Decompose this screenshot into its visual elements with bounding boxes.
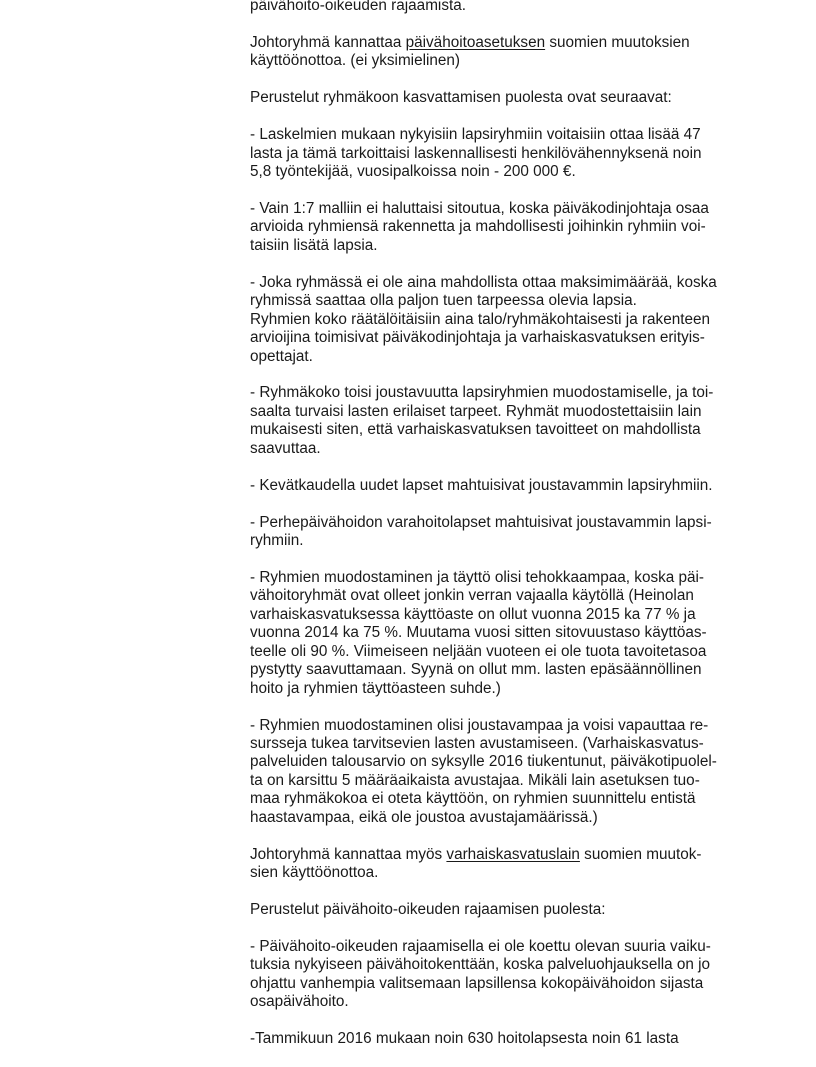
paragraph-asetus-support — [250, 34, 750, 71]
bullet-resources: - Ryhmien muodostaminen olisi joustavampaa ja voisi vapauttaa re- sursseja tukea tarvitsevien lasten avustamiseen. (Varhaiskasvatus- palveluiden talousarvio on syksylle 2016 tiukentunut, päiväkotipuolel- ta on karsittu 5 määräaikaista avustajaa. Mikäli lain asetuksen tuo- maa ryhmäkokoa ei oteta käyttöön, on ryhmien suunnittelu entistä haastavampaa, eikä ole joustoa avustajamäärissä.) — [250, 716, 717, 826]
heading-right-limit-reasons: Perustelut päivähoito-oikeuden rajaamisen puolesta: — [250, 901, 606, 919]
text: suomien muutoksien käyttöönottoa. (ei yksimielinen) — [250, 33, 690, 70]
bullet-limit-effects: - Päivähoito-oikeuden rajaamisella ei ole koettu olevan suuria vaiku- tuksia nykyiseen päivähoitokenttään, koska palveluohjauksella on jo ohjattu vanhempia valitsemaan lapsillensa kokopäivähoidon sijasta osapäivähoito. — [250, 937, 711, 1011]
document-page — [250, 0, 750, 1067]
bullet-flexibility: - Ryhmäkoko toisi joustavuutta lapsiryhmien muodostamiselle, ja toi- saalta turvaisi lasten erilaiset tarpeet. Ryhmät muodostettaisiin lain mukaisesti siten, että varhaiskasvatuksen tavoitteet on mahdollista saavuttaa. — [250, 384, 714, 457]
bullet-max-capacity: - Joka ryhmässä ei ole aina mahdollista ottaa maksimimäärää, koska ryhmissä saattaa olla paljon tuen tarpeessa olevia lapsia. Ryhmien koko räätälöitäisiin aina talo/ryhmäkohtaisesti ja rakenteen arvioijina toimisivat päiväkodinjohtaja ja varhaiskasvatuksen erityis- opettajat. — [250, 273, 717, 365]
link-paivahoitoasetus[interactable]: päivähoitoasetuksen — [405, 33, 546, 51]
bullet-january-2016: -Tammikuun 2016 mukaan noin 630 hoitolapsesta noin 61 lasta — [250, 1030, 679, 1048]
bullet-backup-care: - Perhepäivähoidon varahoitolapset mahtuisivat joustavammin lapsi- ryhmiin. — [250, 513, 712, 550]
bullet-spring-term: - Kevätkaudella uudet lapset mahtuisivat joustavammin lapsiryhmiin. — [250, 476, 713, 494]
paragraph-intro-end: päivähoito-oikeuden rajaamista. — [250, 0, 466, 14]
bullet-efficiency: - Ryhmien muodostaminen ja täyttö olisi tehokkaampaa, koska päi- vähoitoryhmät ovat olleet jonkin verran vajaalla käytöllä (Heinolan varhaiskasvatuksessa käyttöaste on ollut vuonna 2015 ka 77 % ja vuonna 2014 ka 75 %. Muutama vuosi sitten sitovuustaso käyttöas- teelle oli 90 %. Viimeiseen neljään vuoteen ei ole tuota tavoitetasoa pystytty saavuttamaan. Syynä on ollut mm. lasten epäsäännöllinen hoito ja ryhmien täyttöasteen suhde.) — [250, 568, 707, 697]
link-varhaiskasvatuslaki[interactable]: varhaiskasvatuslain — [446, 845, 580, 863]
paragraph-law-support — [250, 846, 750, 883]
heading-group-size-reasons: Perustelut ryhmäkoon kasvattamisen puolesta ovat seuraavat: — [250, 89, 672, 107]
text: Johtoryhmä kannattaa — [250, 33, 406, 51]
bullet-calculations: - Laskelmien mukaan nykyisiin lapsiryhmiin voitaisiin ottaa lisää 47 lasta ja tämä tarkoittaisi laskennallisesti henkilövähennyksenä noin 5,8 työntekijää, vuosipalkoissa noin - 200 000 €. — [250, 126, 702, 181]
bullet-1-7-model: - Vain 1:7 malliin ei haluttaisi sitoutua, koska päiväkodinjohtaja osaa arvioida ryhmiensä rakennetta ja mahdollisesti joihinkin ryhmiin voi- taisiin lisätä lapsia. — [250, 199, 709, 254]
text: suomien muutok- sien käyttöönottoa. — [250, 845, 702, 882]
text: Johtoryhmä kannattaa myös — [250, 845, 447, 863]
